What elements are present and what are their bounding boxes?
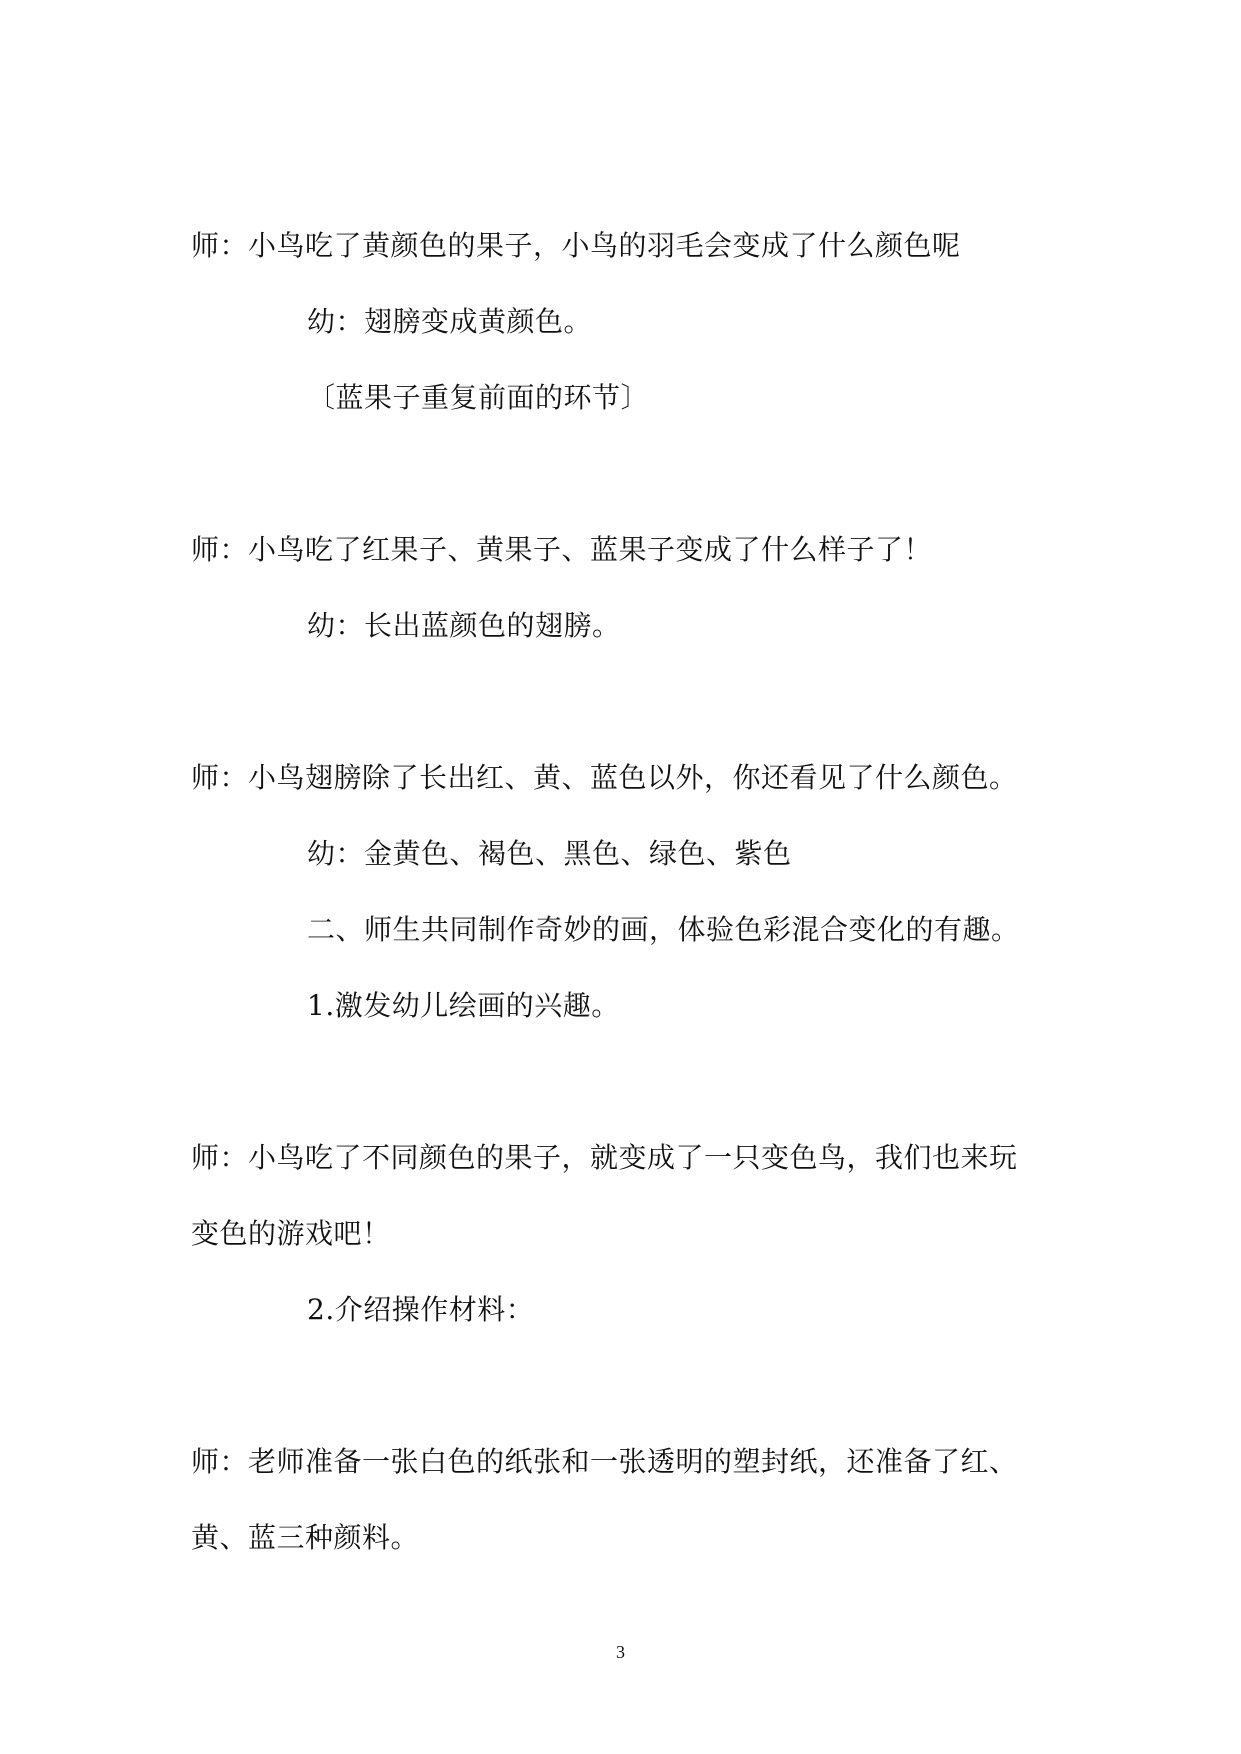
paragraph-teacher-color-game-line1: 师：小鸟吃了不同颜色的果子，就变成了一只变色鸟，我们也来玩 <box>191 1141 1018 1174</box>
paragraph-child-yellow-wings: 幼：翅膀变成黄颜色。 <box>307 305 593 338</box>
paragraph-teacher-yellow-fruit: 师：小鸟吃了黄颜色的果子，小鸟的羽毛会变成了什么颜色呢 <box>191 229 961 262</box>
paragraph-teacher-other-colors: 师：小鸟翅膀除了长出红、黄、蓝色以外，你还看见了什么颜色。 <box>191 761 1018 794</box>
paragraph-blue-fruit-note: 〔蓝果子重复前面的环节〕 <box>307 381 650 414</box>
section-heading-two: 二、师生共同制作奇妙的画，体验色彩混合变化的有趣。 <box>307 913 1020 946</box>
paragraph-child-color-list: 幼：金黄色、褐色、黑色、绿色、紫色 <box>307 837 792 870</box>
step-two-heading: 2.介绍操作材料： <box>307 1293 535 1326</box>
paragraph-child-blue-wings: 幼：长出蓝颜色的翅膀。 <box>307 609 621 642</box>
page-number: 3 <box>616 1642 625 1662</box>
paragraph-teacher-materials-line1: 师：老师准备一张白色的纸张和一张透明的塑封纸，还准备了红、 <box>191 1445 1018 1478</box>
paragraph-teacher-three-fruits: 师：小鸟吃了红果子、黄果子、蓝果子变成了什么样子了！ <box>191 533 933 566</box>
paragraph-teacher-materials-line2: 黄、蓝三种颜料。 <box>191 1521 420 1554</box>
paragraph-teacher-color-game-line2: 变色的游戏吧！ <box>191 1217 391 1250</box>
step-one-heading: 1.激发幼儿绘画的兴趣。 <box>307 989 620 1022</box>
